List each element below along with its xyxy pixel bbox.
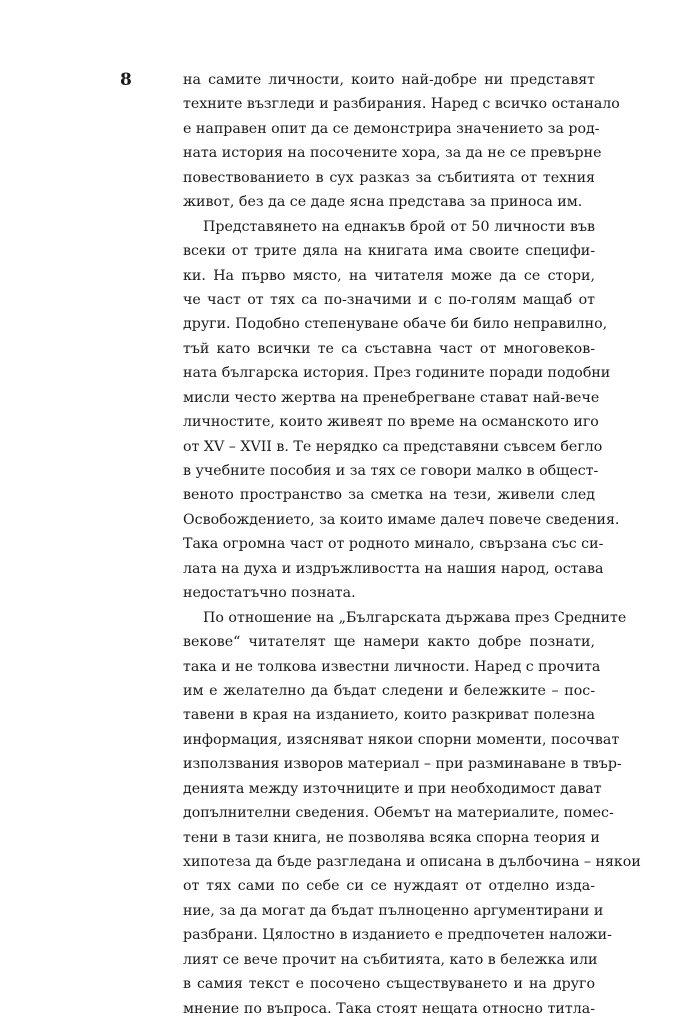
text-line: недостатъчно позната. [183, 585, 356, 602]
text-line: ната история на посочените хора, за да не се превърне [183, 145, 602, 162]
text-line: ние, за да могат да бъдат пълноценно аргументирани и [183, 902, 604, 919]
text-line: е направен опит да се демонстрира значението за род- [183, 120, 600, 137]
text-line: че част от тях са по-значими и с по-голям мащаб от [183, 291, 595, 308]
text-line: допълнителни сведения. Обемът на материалите, помес- [183, 805, 614, 822]
text-line: лият се вече прочит на събитията, като в бележка или [183, 951, 598, 968]
text-line: Представянето на еднакъв брой от 50 личности във [203, 218, 595, 235]
text-line: техните възгледи и разбирания. Наред с всичко останало [183, 96, 620, 113]
text-line: използвания изворов материал – при разминаване в твър- [183, 756, 622, 773]
text-line: Освобождението, за които имаме далеч повече сведения. [183, 511, 620, 528]
text-line: векове“ читателят ще намери както добре познати, [183, 634, 595, 651]
text-line: мнение по въпроса. Така стоят нещата относно титла- [183, 1000, 595, 1017]
text-line: повествованието в сух разказ за събитията от техния [183, 169, 595, 186]
text-line: веното пространство за сметка на тези, живели след [183, 487, 595, 504]
text-line: хипотеза да бъде разгледана и описана в дълбочина – някои [183, 854, 641, 870]
text-line: в самия текст е посочено съществуването и на друго [183, 976, 595, 993]
text-line: ки. На първо място, на читателя може да се стори, [183, 267, 595, 284]
text-line: мисли често жертва на пренебрегване стават най-вече [183, 389, 600, 406]
text-line: тени в тази книга, не позволява всяка спорна теория и [183, 829, 600, 846]
text-line: на самите личности, които най-добре ни представят [183, 72, 595, 88]
paragraph [183, 606, 641, 1021]
text-line: ната българска история. През годините поради подобни [183, 365, 611, 382]
text-line: тъй като всички те са съставна част от многовеков- [183, 340, 595, 357]
paragraph [183, 215, 620, 606]
text-line: денията между източниците и при необходимост дават [183, 780, 602, 797]
text-line: Така огромна част от родното минало, свързана със си- [183, 536, 604, 553]
text-line: информация, изясняват някои спорни моменти, посочват [183, 731, 620, 748]
text-line: в учебните пособия и за тях се говори малко в общест- [183, 463, 599, 479]
page-number: 8 [120, 70, 132, 90]
paragraph [183, 68, 620, 215]
text-line: всеки от трите дяла на книгата има своите специфи- [183, 243, 595, 260]
body-text [183, 68, 641, 1021]
text-line: от тях сами по себе си се нуждаят от отделно изда- [183, 878, 595, 895]
text-line: от XV – XVII в. Те нерядко са представяни съвсем бегло [183, 438, 603, 455]
text-line: други. Подобно степенуване обаче би било неправилно, [183, 316, 608, 333]
text-line: личностите, които живеят по време на османското иго [183, 414, 599, 431]
text-line: По отношение на „Българската държава през Средните [203, 609, 627, 626]
text-line: разбрани. Цялостно в изданието е предпочетен наложи- [183, 927, 612, 944]
text-line: живот, без да се даде ясна представа за приноса им. [183, 194, 583, 211]
text-line: така и не толкова известни личности. Наред с прочита [183, 658, 601, 675]
text-line: им е желателно да бъдат следени и бележките – пос- [183, 682, 595, 699]
text-line: лата на духа и издръжливостта на нашия народ, остава [183, 560, 604, 577]
text-line: тавени в края на изданието, които разкриват полезна [183, 707, 595, 724]
